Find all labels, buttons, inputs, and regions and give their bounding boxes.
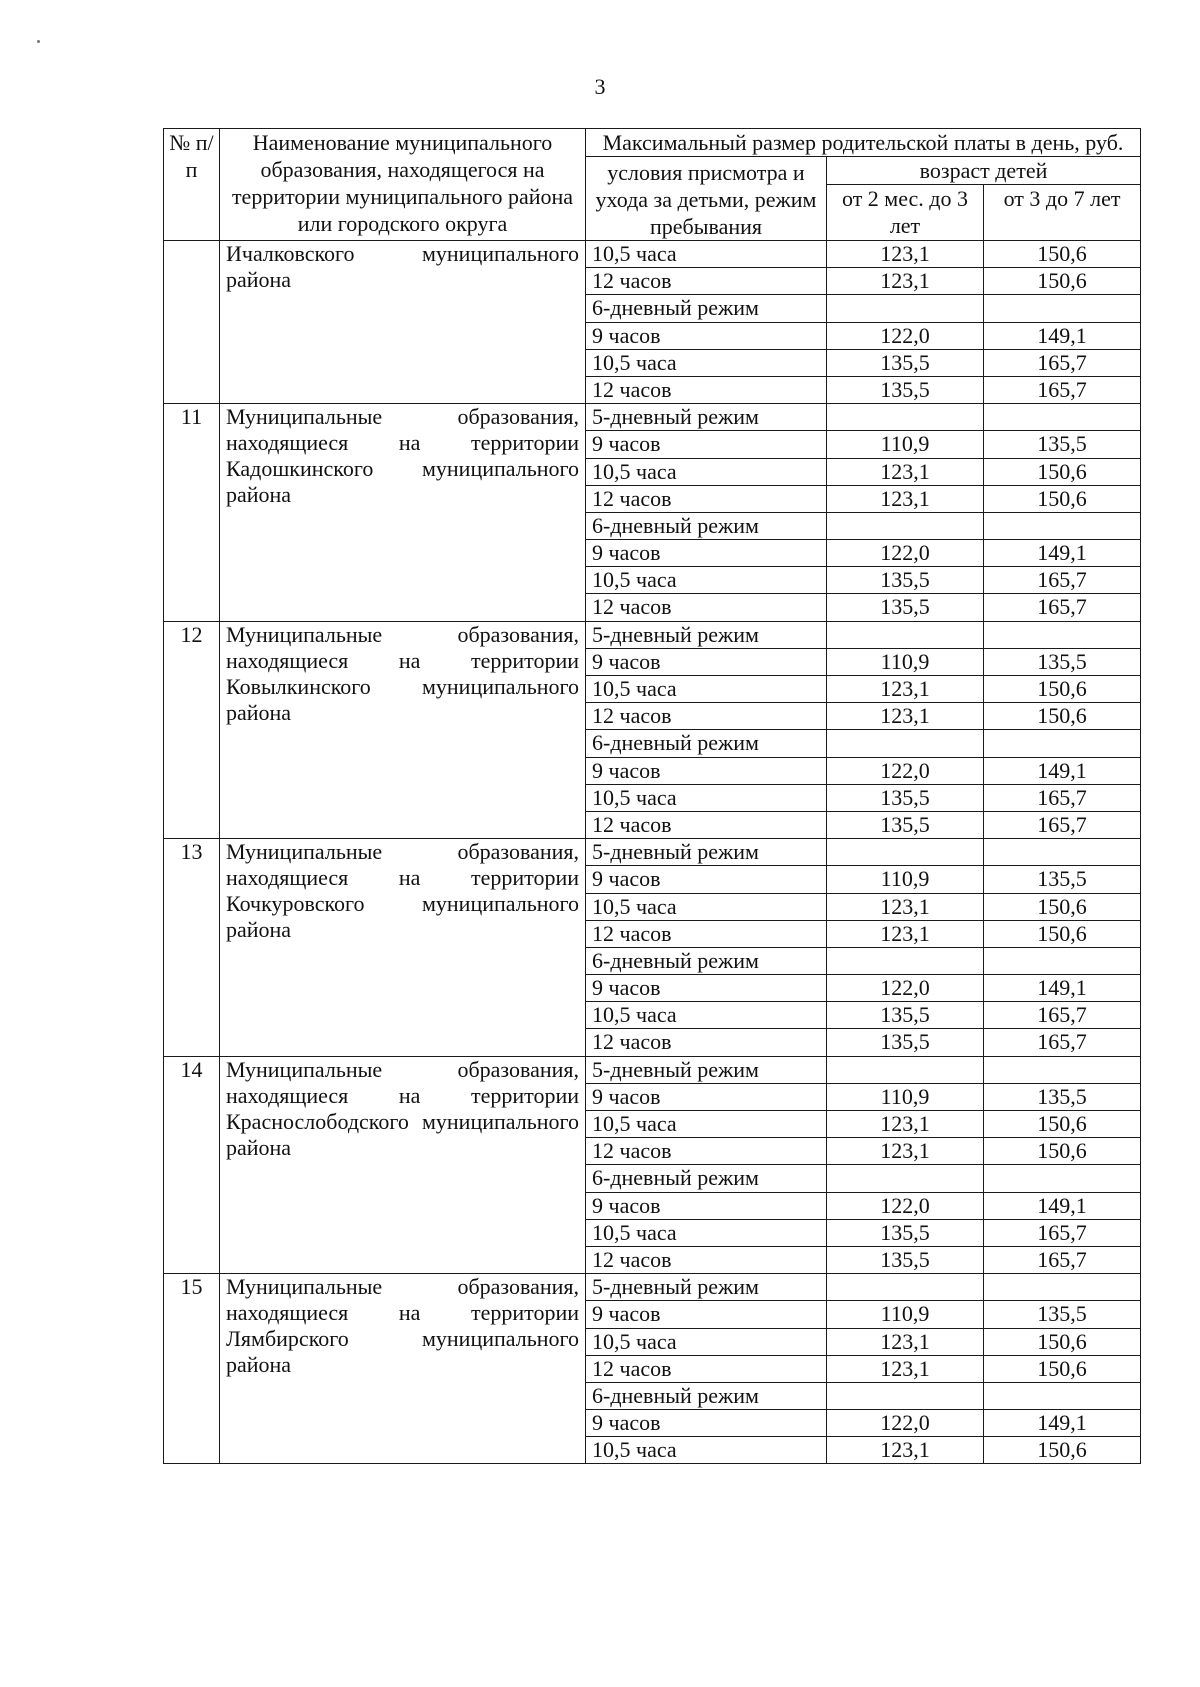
fee-age-3y-7y-cell: 149,1 bbox=[984, 540, 1141, 567]
conditions-cell: 6-дневный режим bbox=[586, 1165, 827, 1192]
table-header bbox=[164, 129, 1141, 241]
fee-age-3y-7y-cell: 135,5 bbox=[984, 648, 1141, 675]
row-number-cell bbox=[164, 241, 220, 404]
fee-age-3y-7y-cell: 150,6 bbox=[984, 485, 1141, 512]
fee-age-3y-7y-cell: 135,5 bbox=[984, 1083, 1141, 1110]
fee-age-2m-3y-cell: 123,1 bbox=[827, 1138, 984, 1165]
header-max-fee: Максимальный размер родительской платы в день, руб. bbox=[586, 129, 1141, 157]
fee-age-2m-3y-cell bbox=[827, 839, 984, 866]
conditions-cell: 12 часов bbox=[586, 376, 827, 403]
fee-age-3y-7y-cell: 165,7 bbox=[984, 376, 1141, 403]
fee-age-2m-3y-cell: 123,1 bbox=[827, 703, 984, 730]
fee-age-3y-7y-cell: 150,6 bbox=[984, 920, 1141, 947]
municipality-name-cell: Муниципальные образования, находящиеся на территории Кочкуровского муниципального района bbox=[220, 839, 586, 1057]
conditions-cell: 9 часов bbox=[586, 1192, 827, 1219]
fee-age-3y-7y-cell: 150,6 bbox=[984, 1138, 1141, 1165]
fee-age-3y-7y-cell: 165,7 bbox=[984, 1002, 1141, 1029]
fee-age-3y-7y-cell bbox=[984, 404, 1141, 431]
fee-age-2m-3y-cell: 123,1 bbox=[827, 241, 984, 268]
fee-age-2m-3y-cell bbox=[827, 1056, 984, 1083]
conditions-cell: 10,5 часа bbox=[586, 458, 827, 485]
fee-age-2m-3y-cell: 135,5 bbox=[827, 567, 984, 594]
fee-age-2m-3y-cell bbox=[827, 1165, 984, 1192]
fee-age-2m-3y-cell: 135,5 bbox=[827, 349, 984, 376]
header-number: № п/п bbox=[164, 129, 220, 241]
header-age-3y-7y: от 3 до 7 лет bbox=[984, 185, 1141, 241]
fee-age-2m-3y-cell: 135,5 bbox=[827, 1246, 984, 1273]
fee-age-3y-7y-cell bbox=[984, 839, 1141, 866]
conditions-cell: 12 часов bbox=[586, 811, 827, 838]
fee-age-2m-3y-cell: 110,9 bbox=[827, 1301, 984, 1328]
row-number-cell: 12 bbox=[164, 621, 220, 839]
fee-age-3y-7y-cell bbox=[984, 1165, 1141, 1192]
fee-age-3y-7y-cell: 165,7 bbox=[984, 1219, 1141, 1246]
conditions-cell: 12 часов bbox=[586, 268, 827, 295]
fee-age-3y-7y-cell: 149,1 bbox=[984, 975, 1141, 1002]
conditions-cell: 5-дневный режим bbox=[586, 621, 827, 648]
fee-age-2m-3y-cell: 135,5 bbox=[827, 1002, 984, 1029]
conditions-cell: 9 часов bbox=[586, 1410, 827, 1437]
conditions-cell: 12 часов bbox=[586, 594, 827, 621]
table-row bbox=[164, 839, 1141, 866]
fee-age-3y-7y-cell bbox=[984, 730, 1141, 757]
municipality-name-cell: Муниципальные образования, находящиеся на территории Краснослободского муниципального района bbox=[220, 1056, 586, 1274]
fee-age-3y-7y-cell: 150,6 bbox=[984, 1355, 1141, 1382]
row-number-cell: 11 bbox=[164, 404, 220, 622]
conditions-cell: 10,5 часа bbox=[586, 567, 827, 594]
conditions-cell: 10,5 часа bbox=[586, 784, 827, 811]
fee-age-2m-3y-cell: 123,1 bbox=[827, 1328, 984, 1355]
fee-age-3y-7y-cell bbox=[984, 1274, 1141, 1301]
fee-age-3y-7y-cell: 150,6 bbox=[984, 1111, 1141, 1138]
fee-age-2m-3y-cell bbox=[827, 404, 984, 431]
fee-age-2m-3y-cell bbox=[827, 295, 984, 322]
conditions-cell: 12 часов bbox=[586, 1029, 827, 1056]
fee-age-3y-7y-cell: 165,7 bbox=[984, 594, 1141, 621]
conditions-cell: 6-дневный режим bbox=[586, 512, 827, 539]
conditions-cell: 12 часов bbox=[586, 703, 827, 730]
fee-age-3y-7y-cell bbox=[984, 1056, 1141, 1083]
fee-age-2m-3y-cell: 122,0 bbox=[827, 1410, 984, 1437]
fee-age-2m-3y-cell: 123,1 bbox=[827, 676, 984, 703]
row-number-cell: 15 bbox=[164, 1274, 220, 1464]
conditions-cell: 10,5 часа bbox=[586, 1328, 827, 1355]
fee-age-3y-7y-cell: 150,6 bbox=[984, 893, 1141, 920]
municipality-name-cell: Муниципальные образования, находящиеся на территории Лямбирского муниципального района bbox=[220, 1274, 586, 1464]
fee-age-2m-3y-cell: 110,9 bbox=[827, 1083, 984, 1110]
fee-age-2m-3y-cell: 135,5 bbox=[827, 1219, 984, 1246]
fee-age-2m-3y-cell bbox=[827, 621, 984, 648]
fee-age-2m-3y-cell: 122,0 bbox=[827, 322, 984, 349]
fee-age-3y-7y-cell bbox=[984, 947, 1141, 974]
conditions-cell: 6-дневный режим bbox=[586, 947, 827, 974]
municipality-name-cell: Ичалковского муниципального района bbox=[220, 241, 586, 404]
conditions-cell: 5-дневный режим bbox=[586, 1274, 827, 1301]
municipality-name-cell: Муниципальные образования, находящиеся на территории Кадошкинского муниципального района bbox=[220, 404, 586, 622]
conditions-cell: 5-дневный режим bbox=[586, 404, 827, 431]
fee-age-3y-7y-cell: 149,1 bbox=[984, 1410, 1141, 1437]
fee-age-3y-7y-cell: 150,6 bbox=[984, 1328, 1141, 1355]
fee-age-2m-3y-cell: 135,5 bbox=[827, 594, 984, 621]
fee-age-2m-3y-cell: 122,0 bbox=[827, 540, 984, 567]
conditions-cell: 10,5 часа bbox=[586, 676, 827, 703]
municipality-name-cell: Муниципальные образования, находящиеся на территории Ковылкинского муниципального района bbox=[220, 621, 586, 839]
fee-age-2m-3y-cell: 110,9 bbox=[827, 648, 984, 675]
fee-age-3y-7y-cell: 150,6 bbox=[984, 703, 1141, 730]
page-number: 3 bbox=[594, 74, 606, 99]
fee-age-2m-3y-cell: 135,5 bbox=[827, 811, 984, 838]
fee-age-3y-7y-cell bbox=[984, 1382, 1141, 1409]
fee-age-3y-7y-cell: 165,7 bbox=[984, 349, 1141, 376]
conditions-cell: 5-дневный режим bbox=[586, 839, 827, 866]
conditions-cell: 9 часов bbox=[586, 1301, 827, 1328]
conditions-cell: 9 часов bbox=[586, 431, 827, 458]
fee-age-2m-3y-cell: 135,5 bbox=[827, 376, 984, 403]
conditions-cell: 10,5 часа bbox=[586, 1219, 827, 1246]
fee-age-2m-3y-cell: 123,1 bbox=[827, 1111, 984, 1138]
conditions-cell: 9 часов bbox=[586, 322, 827, 349]
conditions-cell: 6-дневный режим bbox=[586, 295, 827, 322]
row-number-cell: 13 bbox=[164, 839, 220, 1057]
fee-age-3y-7y-cell: 165,7 bbox=[984, 811, 1141, 838]
fee-age-3y-7y-cell bbox=[984, 621, 1141, 648]
fee-age-3y-7y-cell: 165,7 bbox=[984, 784, 1141, 811]
fee-age-2m-3y-cell: 123,1 bbox=[827, 458, 984, 485]
conditions-cell: 10,5 часа bbox=[586, 349, 827, 376]
row-number-cell: 14 bbox=[164, 1056, 220, 1274]
conditions-cell: 9 часов bbox=[586, 975, 827, 1002]
conditions-cell: 12 часов bbox=[586, 485, 827, 512]
conditions-cell: 12 часов bbox=[586, 1355, 827, 1382]
fee-age-3y-7y-cell: 165,7 bbox=[984, 567, 1141, 594]
conditions-cell: 10,5 часа bbox=[586, 241, 827, 268]
fee-age-3y-7y-cell: 149,1 bbox=[984, 1192, 1141, 1219]
fee-age-3y-7y-cell bbox=[984, 295, 1141, 322]
fee-age-3y-7y-cell: 149,1 bbox=[984, 757, 1141, 784]
table-row bbox=[164, 404, 1141, 431]
conditions-cell: 9 часов bbox=[586, 1083, 827, 1110]
header-age-group: возраст детей bbox=[827, 157, 1141, 185]
fee-age-3y-7y-cell: 165,7 bbox=[984, 1246, 1141, 1273]
fee-age-2m-3y-cell: 122,0 bbox=[827, 975, 984, 1002]
conditions-cell: 10,5 часа bbox=[586, 1437, 827, 1464]
conditions-cell: 9 часов bbox=[586, 866, 827, 893]
conditions-cell: 12 часов bbox=[586, 920, 827, 947]
fee-age-2m-3y-cell: 135,5 bbox=[827, 1029, 984, 1056]
fee-age-2m-3y-cell bbox=[827, 947, 984, 974]
conditions-cell: 12 часов bbox=[586, 1246, 827, 1273]
scan-speck bbox=[37, 40, 40, 43]
fee-age-2m-3y-cell bbox=[827, 730, 984, 757]
conditions-cell: 10,5 часа bbox=[586, 1002, 827, 1029]
fee-age-2m-3y-cell: 110,9 bbox=[827, 431, 984, 458]
conditions-cell: 5-дневный режим bbox=[586, 1056, 827, 1083]
fee-age-2m-3y-cell: 122,0 bbox=[827, 1192, 984, 1219]
fee-age-3y-7y-cell: 150,6 bbox=[984, 1437, 1141, 1464]
fee-age-2m-3y-cell bbox=[827, 1274, 984, 1301]
conditions-cell: 9 часов bbox=[586, 648, 827, 675]
fee-age-2m-3y-cell bbox=[827, 1382, 984, 1409]
fee-age-3y-7y-cell: 165,7 bbox=[984, 1029, 1141, 1056]
table-row bbox=[164, 241, 1141, 268]
parental-fee-table bbox=[163, 128, 1141, 1464]
fee-age-3y-7y-cell: 150,6 bbox=[984, 676, 1141, 703]
fee-age-3y-7y-cell: 150,6 bbox=[984, 268, 1141, 295]
fee-age-2m-3y-cell: 122,0 bbox=[827, 757, 984, 784]
fee-age-3y-7y-cell: 135,5 bbox=[984, 431, 1141, 458]
header-conditions: условия присмотра и ухода за детьми, режим пребывания bbox=[586, 157, 827, 241]
fee-age-2m-3y-cell: 123,1 bbox=[827, 268, 984, 295]
table-row bbox=[164, 1274, 1141, 1301]
fee-age-2m-3y-cell bbox=[827, 512, 984, 539]
conditions-cell: 9 часов bbox=[586, 540, 827, 567]
conditions-cell: 12 часов bbox=[586, 1138, 827, 1165]
table-body bbox=[164, 241, 1141, 1464]
conditions-cell: 10,5 часа bbox=[586, 1111, 827, 1138]
table-row bbox=[164, 1056, 1141, 1083]
conditions-cell: 9 часов bbox=[586, 757, 827, 784]
fee-age-3y-7y-cell bbox=[984, 512, 1141, 539]
conditions-cell: 6-дневный режим bbox=[586, 1382, 827, 1409]
conditions-cell: 6-дневный режим bbox=[586, 730, 827, 757]
table-row bbox=[164, 621, 1141, 648]
fee-age-3y-7y-cell: 135,5 bbox=[984, 866, 1141, 893]
fee-age-3y-7y-cell: 135,5 bbox=[984, 1301, 1141, 1328]
fee-age-2m-3y-cell: 135,5 bbox=[827, 784, 984, 811]
fee-age-3y-7y-cell: 150,6 bbox=[984, 241, 1141, 268]
header-age-2m-3y: от 2 мес. до 3 лет bbox=[827, 185, 984, 241]
fee-age-2m-3y-cell: 123,1 bbox=[827, 920, 984, 947]
fee-age-2m-3y-cell: 110,9 bbox=[827, 866, 984, 893]
header-municipality-name: Наименование муниципального образования, находящегося на территории муниципального района или городского округа bbox=[220, 129, 586, 241]
fee-age-2m-3y-cell: 123,1 bbox=[827, 485, 984, 512]
conditions-cell: 10,5 часа bbox=[586, 893, 827, 920]
fee-age-3y-7y-cell: 149,1 bbox=[984, 322, 1141, 349]
fee-age-3y-7y-cell: 150,6 bbox=[984, 458, 1141, 485]
fee-age-2m-3y-cell: 123,1 bbox=[827, 1437, 984, 1464]
fee-age-2m-3y-cell: 123,1 bbox=[827, 1355, 984, 1382]
fee-age-2m-3y-cell: 123,1 bbox=[827, 893, 984, 920]
